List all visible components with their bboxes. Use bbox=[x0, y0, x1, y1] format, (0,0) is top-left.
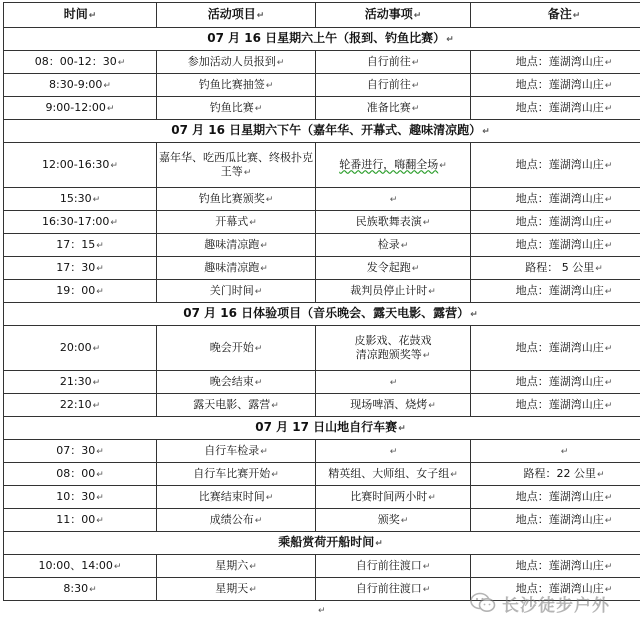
cell-c1: 19：00↵ bbox=[4, 280, 157, 303]
section-title: 07 月 16 日体验项目（音乐晚会、露天电影、露营）↵ bbox=[4, 303, 640, 326]
cell-c2: 参加活动人员报到↵ bbox=[157, 51, 316, 74]
cell-c4: 地点：莲湖湾山庄↵ bbox=[471, 143, 640, 188]
table-row bbox=[4, 74, 640, 97]
watermark bbox=[470, 588, 610, 618]
cell-c1: 10:00、14:00↵ bbox=[4, 555, 157, 578]
cell-c2: 成绩公布↵ bbox=[157, 509, 316, 532]
cell-c1: 20:00↵ bbox=[4, 326, 157, 371]
cell-c3: 自行前往↵ bbox=[316, 51, 471, 74]
cell-c3: ↵ bbox=[316, 440, 471, 463]
wechat-icon bbox=[470, 592, 496, 614]
cell-c4: 地点：莲湖湾山庄↵ bbox=[471, 486, 640, 509]
cell-c4: 地点：莲湖湾山庄↵ bbox=[471, 51, 640, 74]
header-time: 时间↵ bbox=[4, 3, 157, 28]
cell-c1: 17：30↵ bbox=[4, 257, 157, 280]
section-title-row bbox=[4, 120, 640, 143]
header-row bbox=[4, 3, 640, 28]
cell-c2: 晚会开始↵ bbox=[157, 326, 316, 371]
section-title: 乘船赏荷开船时间↵ bbox=[4, 532, 640, 555]
section-title: 07 月 16 日星期六下午（嘉年华、开幕式、趣味清凉跑）↵ bbox=[4, 120, 640, 143]
schedule-table bbox=[3, 2, 640, 601]
cell-c3: 自行前往渡口↵ bbox=[316, 555, 471, 578]
cell-c2: 趣味清凉跑↵ bbox=[157, 234, 316, 257]
cell-c4: 地点：莲湖湾山庄↵ bbox=[471, 97, 640, 120]
section-title: 07 月 16 日星期六上午（报到、钓鱼比赛）↵ bbox=[4, 28, 640, 51]
section-title: 07 月 17 日山地自行车赛↵ bbox=[4, 417, 640, 440]
cell-c3: 颁奖↵ bbox=[316, 509, 471, 532]
cell-c2: 比赛结束时间↵ bbox=[157, 486, 316, 509]
table-row bbox=[4, 371, 640, 394]
cell-c4: 地点：莲湖湾山庄↵ bbox=[471, 394, 640, 417]
cell-c1: 07：30↵ bbox=[4, 440, 157, 463]
cell-c4: 地点：莲湖湾山庄↵ bbox=[471, 555, 640, 578]
cell-c3: ↵ bbox=[316, 371, 471, 394]
cell-c3: 自行前往↵ bbox=[316, 74, 471, 97]
watermark-text: 长沙徒步户外 bbox=[502, 595, 610, 616]
cell-c1: 15:30↵ bbox=[4, 188, 157, 211]
table-row bbox=[4, 97, 640, 120]
cell-c3: 准备比赛↵ bbox=[316, 97, 471, 120]
cell-c4: 地点：莲湖湾山庄↵ bbox=[471, 509, 640, 532]
cell-c3: 发令起跑↵ bbox=[316, 257, 471, 280]
cell-c2: 钓鱼比赛抽签↵ bbox=[157, 74, 316, 97]
cell-c3: 现场啤酒、烧烤↵ bbox=[316, 394, 471, 417]
cell-c3: 皮影戏、花鼓戏 清凉跑颁奖等↵ bbox=[316, 326, 471, 371]
cell-c3: 轮番进行，嗨翻全场↵ bbox=[316, 143, 471, 188]
cell-c1: 08：00-12：30↵ bbox=[4, 51, 157, 74]
cell-c4: 地点：莲湖湾山庄↵ bbox=[471, 188, 640, 211]
cell-c1: 16:30-17:00↵ bbox=[4, 211, 157, 234]
cell-c1: 17：15↵ bbox=[4, 234, 157, 257]
cell-c3: 自行前往渡口↵ bbox=[316, 578, 471, 601]
cell-c2: 星期天↵ bbox=[157, 578, 316, 601]
section-title-row bbox=[4, 303, 640, 326]
cell-c4: 地点：莲湖湾山庄↵ bbox=[471, 234, 640, 257]
cell-c4: 路程：22 公里↵ bbox=[471, 463, 640, 486]
cell-c3: 精英组、大师组、女子组↵ bbox=[316, 463, 471, 486]
cell-c2: 趣味清凉跑↵ bbox=[157, 257, 316, 280]
cell-c3: ↵ bbox=[316, 188, 471, 211]
cell-c4: 路程： 5 公里↵ bbox=[471, 257, 640, 280]
table-row bbox=[4, 257, 640, 280]
table-row bbox=[4, 394, 640, 417]
cell-c1: 22:10↵ bbox=[4, 394, 157, 417]
table-row bbox=[4, 440, 640, 463]
cell-c2: 露天电影、露营↵ bbox=[157, 394, 316, 417]
table-row bbox=[4, 326, 640, 371]
table-row bbox=[4, 463, 640, 486]
cell-c4: 地点：莲湖湾山庄↵ bbox=[471, 371, 640, 394]
cell-c2: 自行车检录↵ bbox=[157, 440, 316, 463]
cell-c2: 自行车比赛开始↵ bbox=[157, 463, 316, 486]
cell-c1: 08：00↵ bbox=[4, 463, 157, 486]
cell-c3: 裁判员停止计时↵ bbox=[316, 280, 471, 303]
cell-c1: 8:30-9:00↵ bbox=[4, 74, 157, 97]
cell-c2: 关门时间↵ bbox=[157, 280, 316, 303]
table-row bbox=[4, 509, 640, 532]
cell-c4: ↵ bbox=[471, 440, 640, 463]
cell-c1: 11：00↵ bbox=[4, 509, 157, 532]
cell-c4: 地点：莲湖湾山庄↵ bbox=[471, 280, 640, 303]
table-row bbox=[4, 234, 640, 257]
cell-c4: 地点：莲湖湾山庄↵ bbox=[471, 74, 640, 97]
cell-c3: 检录↵ bbox=[316, 234, 471, 257]
cell-c2: 晚会结束↵ bbox=[157, 371, 316, 394]
cell-c2: 钓鱼比赛颁奖↵ bbox=[157, 188, 316, 211]
cell-c4: 地点：莲湖湾山庄↵ bbox=[471, 578, 640, 601]
section-title-row bbox=[4, 532, 640, 555]
cell-c1: 9:00-12:00↵ bbox=[4, 97, 157, 120]
table-row bbox=[4, 51, 640, 74]
cell-c2: 钓鱼比赛↵ bbox=[157, 97, 316, 120]
cell-c1: 21:30↵ bbox=[4, 371, 157, 394]
cell-c2: 星期六↵ bbox=[157, 555, 316, 578]
cell-c1: 8:30↵ bbox=[4, 578, 157, 601]
cell-c3: 比赛时间两小时↵ bbox=[316, 486, 471, 509]
table-row bbox=[4, 211, 640, 234]
cell-c1: 10：30↵ bbox=[4, 486, 157, 509]
table-row bbox=[4, 280, 640, 303]
header-item: 活动事项↵ bbox=[316, 3, 471, 28]
header-remark: 备注↵ bbox=[471, 3, 640, 28]
table-row bbox=[4, 143, 640, 188]
section-title-row bbox=[4, 417, 640, 440]
cell-c4: 地点：莲湖湾山庄↵ bbox=[471, 211, 640, 234]
cell-c1: 12:00-16:30↵ bbox=[4, 143, 157, 188]
table-row bbox=[4, 555, 640, 578]
cell-c4: 地点：莲湖湾山庄↵ bbox=[471, 326, 640, 371]
cell-c3: 民族歌舞表演↵ bbox=[316, 211, 471, 234]
table-row bbox=[4, 486, 640, 509]
section-title-row bbox=[4, 28, 640, 51]
table-row bbox=[4, 188, 640, 211]
cell-c2: 开幕式↵ bbox=[157, 211, 316, 234]
cell-c2: 嘉年华、吃西瓜比赛、终极扑克王等↵ bbox=[157, 143, 316, 188]
paragraph-mark: ↵ bbox=[318, 606, 326, 616]
header-activity: 活动项目↵ bbox=[157, 3, 316, 28]
